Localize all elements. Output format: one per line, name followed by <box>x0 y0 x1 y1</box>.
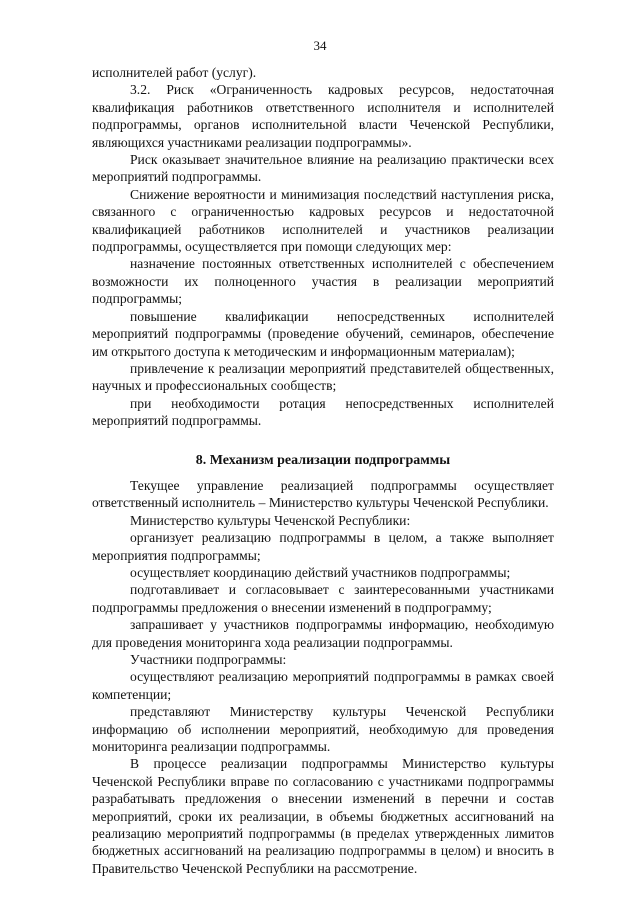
paragraph: подготавливает и согласовывает с заинтересованными участниками подпрограммы предложения о внесении изменений в подпрограмму; <box>92 582 554 615</box>
paragraph: Участники подпрограммы: <box>130 652 287 667</box>
paragraph: назначение постоянных ответственных исполнителей с обеспечением возможности их полноценного участия в реализации мероприятий подпрограммы; <box>92 256 554 307</box>
paragraph: запрашивает у участников подпрограммы информацию, необходимую для проведения мониторинга хода реализации подпрограммы. <box>92 617 554 650</box>
paragraph: привлечение к реализации мероприятий представителей общественных, научных и профессиональных сообществ; <box>92 360 554 394</box>
page-number: 34 <box>313 38 327 53</box>
paragraph: Снижение вероятности и минимизация последствий наступления риска, связанного с ограниченностью кадровых ресурсов и недостаточной квалификацией работников исполнителей и участников реализации подпрограммы, осуществляется при помощи следующих мер: <box>92 186 554 255</box>
paragraph: организует реализацию подпрограммы в целом, а также выполняет мероприятия подпрограммы; <box>92 530 554 563</box>
paragraph: осуществляет координацию действий участников подпрограммы; <box>130 564 511 580</box>
paragraph: исполнителей работ (услуг). <box>92 65 257 80</box>
document-body <box>92 64 554 877</box>
paragraph: представляют Министерству культуры Чеченской Республики информацию об исполнении мероприятий, необходимую для проведения мониторинга реализации подпрограммы. <box>92 704 554 755</box>
paragraph: при необходимости ротация непосредственных исполнителей мероприятий подпрограммы. <box>92 395 554 429</box>
paragraph: Риск оказывает значительное влияние на реализацию практически всех мероприятий подпрограммы. <box>92 152 554 185</box>
paragraph: Текущее управление реализацией подпрограммы осуществляет ответственный исполнитель – Министерство культуры Чеченской Республики. <box>92 477 554 511</box>
paragraph: В процессе реализации подпрограммы Министерство культуры Чеченской Республики вправе по согласованию с участниками подпрограммы разрабатывать предложения о внесении изменений в перечни и состав мероприятий, сроки их реализации, в объемы бюджетных ассигнований на реализацию мероприятий подпрограммы (в пределах утвержденных лимитов бюджетных ассигнований на реализацию подпрограммы в целом) и вносить в Правительство Чеченской Республики на рассмотрение. <box>92 756 554 876</box>
section-heading: 8. Механизм реализации подпрограммы <box>195 452 451 468</box>
paragraph: Министерство культуры Чеченской Республики: <box>130 512 411 528</box>
paragraph: осуществляют реализацию мероприятий подпрограммы в рамках своей компетенции; <box>92 669 554 702</box>
paragraph: повышение квалификации непосредственных исполнителей мероприятий подпрограммы (проведение обучений, семинаров, обеспечение им открытого доступа к методическим и информационным материалам); <box>92 308 554 359</box>
paragraph: 3.2. Риск «Ограниченность кадровых ресурсов, недостаточная квалификация работников ответственного исполнителя и исполнителей подпрограммы, органов исполнительной власти Чеченской Республики, являющихся участниками реализации подпрограммы». <box>92 82 554 150</box>
